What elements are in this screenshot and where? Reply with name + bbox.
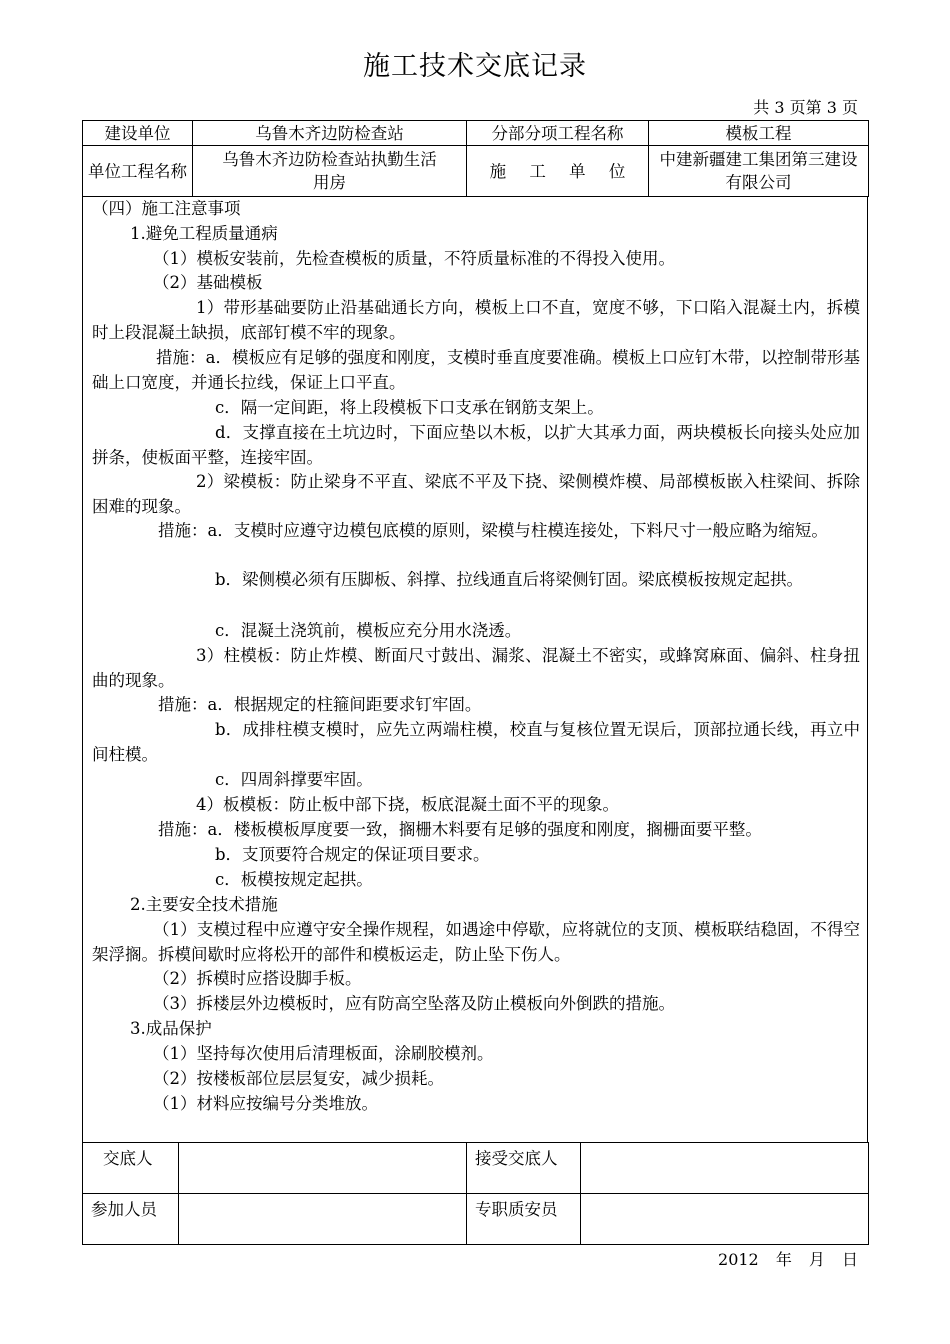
document-title: 施工技术交底记录 — [363, 51, 587, 82]
participants-label: 参加人员 — [83, 1194, 179, 1245]
subproject-value: 模板工程 — [649, 121, 869, 146]
paragraph: 措施：a．根据规定的柱箍间距要求钉牢固。 — [158, 695, 482, 714]
builder-value: 中建新疆建工集团第三建设有限公司 — [649, 146, 869, 197]
construction-unit-value: 乌鲁木齐边防检查站 — [193, 121, 467, 146]
receiver-label: 接受交底人 — [467, 1143, 581, 1194]
paragraph: c．四周斜撑要牢固。 — [215, 770, 373, 789]
paragraph: （1）支模过程中应遵守安全操作规程，如遇途中停歇，应将就位的支顶、模板联结稳固，不得空架浮搁。拆模间歇时应将松开的部件和模板运走，防止坠下伤人。 — [92, 920, 860, 964]
signature-table — [82, 1142, 869, 1245]
unit-project-value: 乌鲁木齐边防检查站执勤生活用房 — [193, 146, 467, 197]
date-line: 2012 年 月 日 — [718, 1250, 858, 1269]
safety-officer-field[interactable] — [581, 1194, 869, 1245]
paragraph: 4）板模板：防止板中部下挠，板底混凝土面不平的现象。 — [196, 795, 619, 814]
paragraph: （1）材料应按编号分类堆放。 — [153, 1094, 378, 1113]
unit-project-label: 单位工程名称 — [83, 146, 193, 197]
paragraph: d．支撑直接在土坑边时，下面应垫以木板，以扩大其承力面，两块模板长向接头处应加拼条，使板面平整，连接牢固。 — [92, 423, 860, 467]
paragraph: 1）带形基础要防止沿基础通长方向，模板上口不直，宽度不够，下口陷入混凝土内，拆模时上段混凝土缺损，底部钉模不牢的现象。 — [92, 298, 860, 342]
safety-officer-label: 专职质安员 — [467, 1194, 581, 1245]
paragraph: 措施：a．模板应有足够的强度和刚度，支模时垂直度要准确。模板上口应钉木带，以控制带形基础上口宽度，并通长拉线，保证上口平直。 — [92, 348, 860, 392]
paragraph: （1）坚持每次使用后清理板面，涂刷胶模剂。 — [153, 1044, 494, 1063]
presenter-field[interactable] — [179, 1143, 467, 1194]
subproject-label: 分部分项工程名称 — [467, 121, 649, 146]
section-heading: （四）施工注意事项 — [92, 199, 241, 218]
subsection-heading: 2.主要安全技术措施 — [130, 895, 278, 914]
paragraph: （2）按楼板部位层层复安，减少损耗。 — [153, 1069, 444, 1088]
header-table — [82, 120, 869, 197]
paragraph: b．成排柱模支模时，应先立两端柱模，校直与复核位置无误后，顶部拉通长线，再立中间柱模。 — [92, 720, 860, 764]
construction-unit-label: 建设单位 — [83, 121, 193, 146]
item-heading: （2）基础模板 — [153, 273, 263, 292]
paragraph: b．梁侧模必须有压脚板、斜撑、拉线通直后将梁侧钉固。梁底模板按规定起拱。 — [215, 570, 804, 589]
paragraph: b．支顶要符合规定的保证项目要求。 — [215, 845, 490, 864]
paragraph: （2）拆模时应搭设脚手板。 — [153, 969, 362, 988]
presenter-label: 交底人 — [83, 1143, 179, 1194]
page-info: 共 3 页第 3 页 — [753, 98, 858, 117]
receiver-field[interactable] — [581, 1143, 869, 1194]
builder-label: 施 工 单 位 — [467, 146, 649, 197]
paragraph: 措施：a．楼板模板厚度要一致，搁栅木料要有足够的强度和刚度，搁栅面要平整。 — [158, 820, 762, 839]
subsection-heading: 3.成品保护 — [130, 1019, 212, 1038]
paragraph: 3）柱模板：防止炸模、断面尺寸鼓出、漏浆、混凝土不密实，或蜂窝麻面、偏斜、柱身扭曲的现象。 — [92, 646, 860, 690]
paragraph: 措施：a．支模时应遵守边模包底模的原则，梁模与柱模连接处，下料尺寸一般应略为缩短。 — [158, 521, 828, 540]
paragraph: c．板模按规定起拱。 — [215, 870, 373, 889]
paragraph: 2）梁模板：防止梁身不平直、梁底不平及下挠、梁侧模炸模、局部模板嵌入柱梁间、拆除困难的现象。 — [92, 472, 860, 516]
paragraph: c．隔一定间距，将上段模板下口支承在钢筋支架上。 — [215, 398, 604, 417]
participants-field[interactable] — [179, 1194, 467, 1245]
paragraph: （1）模板安装前，先检查模板的质量，不符质量标准的不得投入使用。 — [153, 249, 675, 268]
subsection-heading: 1.避免工程质量通病 — [130, 224, 278, 243]
paragraph: （3）拆楼层外边模板时，应有防高空坠落及防止模板向外倒跌的措施。 — [153, 994, 675, 1013]
paragraph: c．混凝土浇筑前，模板应充分用水浇透。 — [215, 621, 522, 640]
